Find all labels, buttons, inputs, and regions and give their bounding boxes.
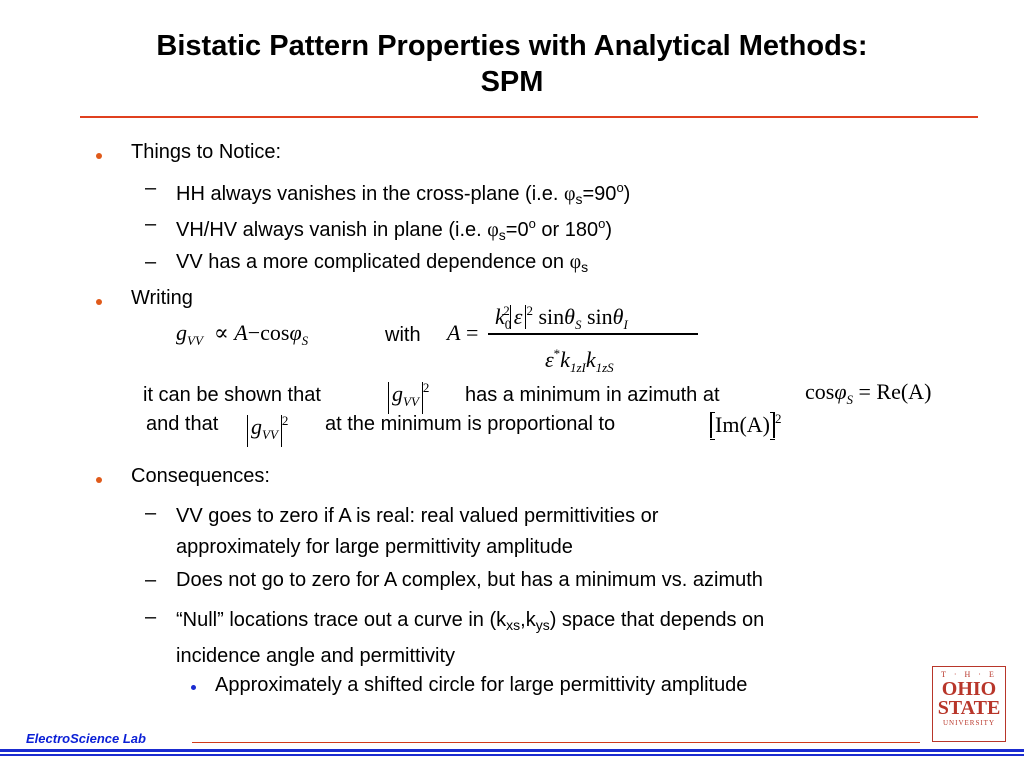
consequence-item-real [176, 501, 658, 563]
symbol-epsilon: ε [513, 304, 523, 329]
subscript-ys: ys [535, 617, 550, 633]
conjugate-star: * [553, 346, 561, 361]
logo-the: T · H · E [941, 670, 997, 679]
bullet-dot [96, 477, 102, 483]
notice-item-vhhv-close: ) [605, 219, 613, 241]
superscript-two: 2 [422, 380, 430, 395]
bullet-dot [96, 299, 102, 305]
consequence-item-null [176, 605, 764, 672]
shown-text: it can be shown that [143, 384, 321, 406]
consequence-item-null-comma: ,k [520, 609, 536, 631]
title-divider [80, 116, 978, 118]
symbol-k: k [495, 304, 505, 329]
symbol-g: g [176, 320, 187, 345]
notice-item-hh-text: HH always vanishes in the cross-plane (i.e. [176, 183, 564, 205]
symbol-a: A [447, 320, 461, 345]
symbol-theta: θ [612, 304, 624, 329]
consequence-item-real-line1: VV goes to zero if A is real: real valued permittivities or [176, 505, 659, 527]
consequence-item-null-line2: incidence angle and permittivity [176, 645, 456, 667]
subscript-s: S [574, 317, 582, 332]
symbol-phi: φ [289, 320, 302, 345]
notice-item-vv [176, 250, 588, 279]
phi-subscript: s [575, 191, 583, 207]
symbol-phi: φ [834, 379, 847, 404]
section-consequences-heading: Consequences: [131, 465, 270, 487]
footer-divider [192, 742, 920, 743]
equation-a-denominator [545, 341, 614, 381]
equation-a-lhs [447, 320, 478, 346]
subscript-1zs: 1zS [595, 360, 614, 375]
footer-band [0, 754, 1024, 756]
superscript-two: 2 [526, 303, 533, 318]
superscript-two: 2 [503, 303, 510, 318]
and-text: and that [146, 413, 219, 435]
fraction-bar [488, 333, 698, 335]
university-logo [932, 666, 1006, 742]
cos-function: cos [260, 320, 290, 345]
consequence-item-real-line2: approximately for large permittivity amplitude [176, 536, 573, 558]
footer-lab-name: ElectroScience Lab [26, 731, 146, 746]
equation-a-numerator [495, 298, 628, 338]
consequence-item-null-text: “Null” locations trace out a curve in (k [176, 609, 507, 631]
notice-item-vhhv-value: =0 [505, 219, 529, 241]
consequence-item-complex: Does not go to zero for A complex, but has a minimum vs. azimuth [176, 569, 763, 591]
notice-item-vhhv [176, 212, 612, 247]
real-part: Re(A) [876, 379, 932, 404]
phi-subscript: s [498, 227, 506, 243]
notice-item-vv-text: VV has a more complicated dependence on [176, 251, 570, 273]
subscript-s: S [301, 333, 309, 348]
notice-item-vhhv-text: VH/HV always vanish in plane (i.e. [176, 219, 488, 241]
symbol-k: k [560, 347, 570, 372]
symbol-epsilon: ε [545, 347, 554, 372]
equation-min-condition [805, 379, 931, 413]
equation-imag-squared [710, 406, 781, 438]
subscript-zero: 0 [504, 317, 512, 332]
propto-symbol: ∝ [213, 320, 229, 345]
bullet-dot [191, 685, 196, 690]
logo-university: UNIVERSITY [943, 719, 995, 727]
minimum-text: has a minimum in azimuth at [465, 384, 720, 406]
equation-gvv [176, 320, 308, 354]
notice-item-hh [176, 176, 630, 211]
logo-ohio: OHIO [941, 678, 997, 700]
symbol-k: k [585, 347, 596, 372]
dash-marker: – [145, 213, 157, 235]
degree-superscript: o [598, 216, 606, 231]
sin-function: sin [538, 304, 565, 329]
consequence-item-null-post: ) space that depends on [549, 609, 765, 631]
cos-function: cos [805, 379, 835, 404]
proportional-text: at the minimum is proportional to [325, 413, 616, 435]
superscript-two: 2 [774, 411, 782, 426]
phi-subscript: s [581, 259, 589, 275]
symbol-g: g [392, 381, 403, 406]
symbol-g: g [251, 414, 262, 439]
subscript-xs: xs [506, 617, 521, 633]
equation-gvv-squared [388, 375, 429, 414]
symbol-theta: θ [564, 304, 575, 329]
section-notice-heading: Things to Notice: [131, 141, 282, 163]
subscript-i: I [623, 317, 628, 332]
degree-superscript: o [528, 216, 536, 231]
phi-symbol: φ [563, 183, 576, 205]
dash-marker: – [145, 569, 157, 591]
slide-title-line1: Bistatic Pattern Properties with Analytical Methods: [156, 30, 868, 62]
dash-marker: – [145, 502, 157, 524]
sin-function: sin [586, 304, 613, 329]
section-writing-heading: Writing [131, 287, 193, 309]
equals-symbol: = [858, 379, 871, 404]
symbol-a: A [234, 320, 248, 345]
imaginary-part: Im(A) [715, 412, 770, 437]
dash-marker: – [145, 177, 157, 199]
phi-symbol: φ [487, 219, 499, 241]
subscript-vv: VV [187, 333, 203, 348]
dash-marker: – [145, 251, 157, 273]
subscript-s: S [846, 392, 853, 407]
logo-state: STATE [937, 697, 1001, 719]
footer-band [0, 749, 1024, 752]
dash-marker: – [145, 606, 157, 628]
bullet-dot [96, 153, 102, 159]
notice-item-vhhv-value2: or 180 [535, 219, 599, 241]
phi-symbol: φ [569, 251, 582, 273]
subscript-vv: VV [403, 394, 419, 409]
subscript-1zi: 1zI [569, 360, 586, 375]
consequence-subitem-circle: Approximately a shifted circle for large permittivity amplitude [215, 674, 748, 696]
notice-item-hh-close: ) [623, 183, 631, 205]
equals-symbol: = [465, 320, 479, 345]
minus-symbol: − [247, 320, 261, 345]
degree-superscript: o [616, 180, 624, 195]
slide-title-line2: SPM [480, 66, 544, 98]
notice-item-hh-value: =90 [582, 183, 617, 205]
subscript-vv: VV [262, 427, 278, 442]
equation-gvv-squared [247, 408, 288, 447]
slide-title [40, 28, 984, 100]
with-label: with [385, 324, 421, 346]
superscript-two: 2 [281, 413, 289, 428]
